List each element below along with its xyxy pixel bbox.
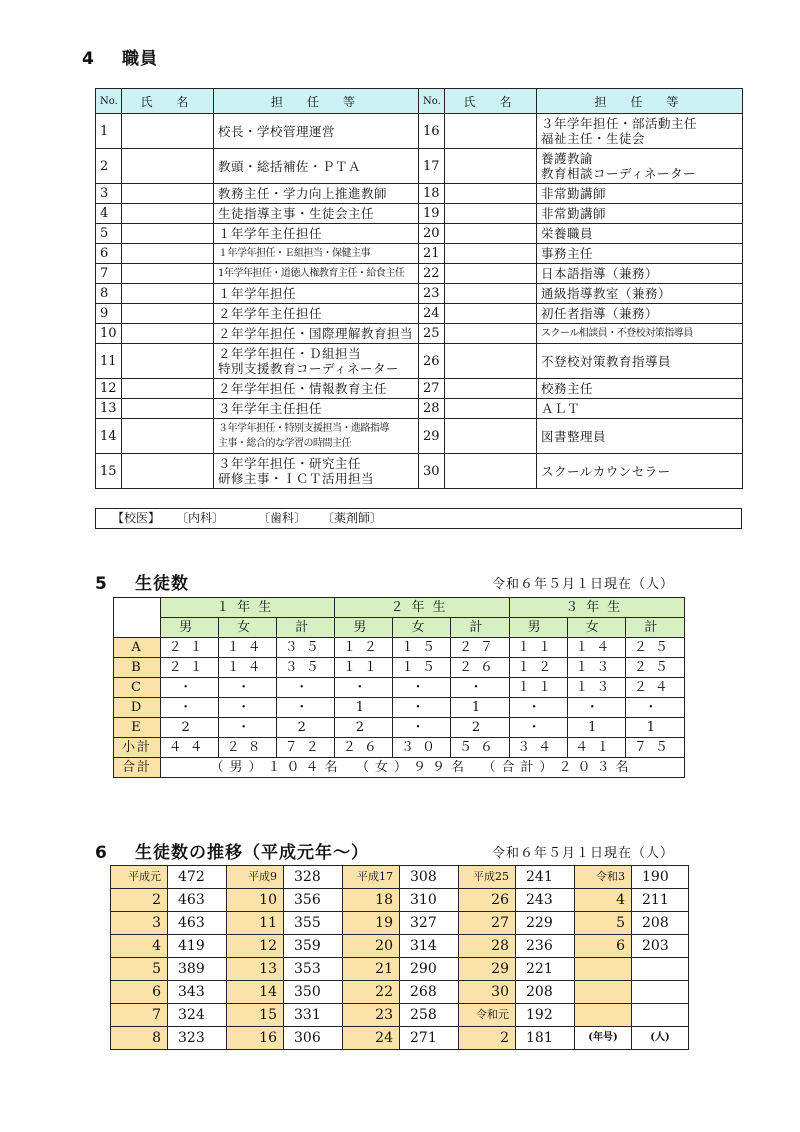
count-cell: 355 — [284, 912, 343, 935]
era-footnote: (年号) — [575, 1027, 632, 1050]
staff-duty: 校長・学校管理運営 — [214, 114, 419, 149]
count-cell: 236 — [516, 935, 575, 958]
staff-duty: 養護教諭 教育相談コーディネーター — [537, 149, 743, 184]
staff-no: 3 — [96, 184, 122, 204]
count-cell: ・ — [393, 718, 451, 738]
count-cell: ・ — [219, 698, 277, 718]
count-cell: 241 — [516, 866, 575, 889]
count-cell: 389 — [168, 958, 227, 981]
count-cell: 353 — [284, 958, 343, 981]
staff-duty: ＡＬＴ — [537, 399, 743, 419]
staff-duty: 不登校対策教育指導員 — [537, 344, 743, 379]
staff-name — [122, 264, 214, 284]
staff-no: 19 — [419, 204, 445, 224]
staff-name — [122, 224, 214, 244]
era-cell: 平成元 — [111, 866, 168, 889]
count-cell: ２１ — [161, 638, 219, 658]
count-cell: 229 — [516, 912, 575, 935]
class-row — [114, 718, 685, 738]
era-cell: 2 — [459, 1027, 516, 1050]
count-cell: ２４ — [625, 678, 684, 698]
staff-no: 9 — [96, 304, 122, 324]
staff-row — [96, 224, 743, 244]
staff-name — [445, 284, 537, 304]
era-cell: 7 — [111, 1004, 168, 1027]
count-cell: 1 — [625, 718, 684, 738]
count-cell: ・ — [161, 678, 219, 698]
count-cell: 350 — [284, 981, 343, 1004]
staff-duty: 1年学年担任・道徳人権教育主任・給食主任 — [214, 264, 419, 284]
staff-row — [96, 284, 743, 304]
count-cell — [632, 958, 689, 981]
gender-header: 男 — [335, 618, 393, 638]
count-cell: 2 — [161, 718, 219, 738]
era-cell: 27 — [459, 912, 516, 935]
header-duty: 担 任 等 — [537, 89, 743, 114]
staff-name — [122, 284, 214, 304]
school-doctor-row: 【校医】 〔内科〕 〔歯科〕 〔薬剤師〕 — [95, 508, 742, 529]
count-cell: ・ — [567, 698, 625, 718]
count-cell: １４ — [219, 638, 277, 658]
staff-duty: 生徒指導主事・生徒会主任 — [214, 204, 419, 224]
staff-name — [122, 184, 214, 204]
count-cell: 472 — [168, 866, 227, 889]
staff-row — [96, 344, 743, 379]
staff-duty: 日本語指導（兼務） — [537, 264, 743, 284]
staff-no: 14 — [96, 419, 122, 454]
staff-name — [445, 324, 537, 344]
staff-name — [122, 344, 214, 379]
gender-header-row — [114, 618, 685, 638]
section-6-title: 6 生徒数の推移（平成元年〜） — [95, 843, 369, 863]
count-cell: 306 — [284, 1027, 343, 1050]
staff-duty: 非常勤講師 — [537, 204, 743, 224]
count-cell: 359 — [284, 935, 343, 958]
count-cell: 181 — [516, 1027, 575, 1050]
staff-row — [96, 204, 743, 224]
era-cell: 29 — [459, 958, 516, 981]
grade-header-row — [114, 598, 685, 618]
student-count-table — [113, 597, 685, 778]
count-cell: ２８ — [219, 738, 277, 758]
staff-name — [445, 184, 537, 204]
count-cell: １２ — [335, 638, 393, 658]
count-cell: ・ — [335, 678, 393, 698]
era-cell — [575, 958, 632, 981]
count-cell: 211 — [632, 889, 689, 912]
trend-row — [111, 889, 689, 912]
count-cell: １４ — [219, 658, 277, 678]
staff-name — [122, 324, 214, 344]
era-cell: 3 — [111, 912, 168, 935]
count-cell — [632, 1004, 689, 1027]
era-cell: 4 — [111, 935, 168, 958]
era-cell — [575, 1004, 632, 1027]
count-cell: 190 — [632, 866, 689, 889]
staff-name — [445, 204, 537, 224]
staff-no: 11 — [96, 344, 122, 379]
staff-row — [96, 184, 743, 204]
staff-name — [445, 454, 537, 489]
gender-header: 女 — [393, 618, 451, 638]
count-cell: １３ — [567, 678, 625, 698]
count-cell: 258 — [400, 1004, 459, 1027]
staff-duty: ３年学年担任・研究主任 研修主事・ＩＣＴ活用担当 — [214, 454, 419, 489]
count-cell: 314 — [400, 935, 459, 958]
class-row — [114, 638, 685, 658]
grade-3-header: ３年生 — [509, 598, 684, 618]
grade-2-header: ２年生 — [335, 598, 509, 618]
staff-row — [96, 379, 743, 399]
staff-name — [122, 454, 214, 489]
staff-duty: 教務主任・学力向上推進教師 — [214, 184, 419, 204]
era-cell: 12 — [227, 935, 284, 958]
staff-name — [445, 244, 537, 264]
count-cell: 310 — [400, 889, 459, 912]
trend-row — [111, 866, 689, 889]
count-cell: 203 — [632, 935, 689, 958]
staff-row — [96, 399, 743, 419]
count-cell: ・ — [509, 718, 567, 738]
count-cell: ２５ — [625, 638, 684, 658]
header-name: 氏 名 — [122, 89, 214, 114]
era-cell: 14 — [227, 981, 284, 1004]
staff-no: 29 — [419, 419, 445, 454]
staff-duty: １年学年主任担任 — [214, 224, 419, 244]
count-cell: ・ — [161, 698, 219, 718]
era-cell: 23 — [343, 1004, 400, 1027]
era-cell: 24 — [343, 1027, 400, 1050]
staff-no: 17 — [419, 149, 445, 184]
count-cell: 208 — [516, 981, 575, 1004]
staff-row — [96, 454, 743, 489]
staff-row — [96, 419, 743, 454]
count-cell: 2 — [277, 718, 335, 738]
header-no: No. — [419, 89, 445, 114]
staff-no: 4 — [96, 204, 122, 224]
staff-duty: 事務主任 — [537, 244, 743, 264]
staff-duty: １年学年担任 — [214, 284, 419, 304]
staff-no: 28 — [419, 399, 445, 419]
count-cell: 192 — [516, 1004, 575, 1027]
count-cell: ５６ — [451, 738, 509, 758]
staff-row — [96, 114, 743, 149]
staff-duty: 初任者指導（兼務） — [537, 304, 743, 324]
count-cell: １１ — [509, 678, 567, 698]
era-cell: 15 — [227, 1004, 284, 1027]
staff-no: 30 — [419, 454, 445, 489]
staff-name — [122, 419, 214, 454]
staff-name — [122, 244, 214, 264]
class-label: C — [114, 678, 161, 698]
count-cell: 1 — [335, 698, 393, 718]
count-cell: 2 — [451, 718, 509, 738]
staff-name — [445, 304, 537, 324]
header-no: No. — [96, 89, 122, 114]
section-6-date: 令和６年５月１日現在（人） — [492, 846, 675, 861]
count-cell: ・ — [625, 698, 684, 718]
count-cell: 463 — [168, 912, 227, 935]
staff-no: 21 — [419, 244, 445, 264]
staff-duty: 教頭・総括補佐・ＰＴＡ — [214, 149, 419, 184]
staff-duty: 通級指導教室（兼務） — [537, 284, 743, 304]
class-label: E — [114, 718, 161, 738]
count-cell: ３４ — [509, 738, 567, 758]
count-cell: 2 — [335, 718, 393, 738]
count-cell: ７５ — [625, 738, 684, 758]
gender-header: 女 — [567, 618, 625, 638]
class-row — [114, 678, 685, 698]
era-cell: 6 — [575, 935, 632, 958]
staff-duty: スクール相談員・不登校対策指導員 — [537, 324, 743, 344]
staff-row — [96, 304, 743, 324]
total-text: （男）１０４名 （女）９９名 （合計）２０３名 — [161, 758, 685, 778]
count-cell: 327 — [400, 912, 459, 935]
count-cell: 208 — [632, 912, 689, 935]
era-cell: 22 — [343, 981, 400, 1004]
count-cell: 419 — [168, 935, 227, 958]
era-cell: 21 — [343, 958, 400, 981]
era-cell: 19 — [343, 912, 400, 935]
staff-no: 1 — [96, 114, 122, 149]
staff-no: 13 — [96, 399, 122, 419]
count-cell: ２６ — [335, 738, 393, 758]
count-cell: 271 — [400, 1027, 459, 1050]
staff-row — [96, 149, 743, 184]
staff-duty: 栄養職員 — [537, 224, 743, 244]
trend-row — [111, 958, 689, 981]
class-label: 小計 — [114, 738, 161, 758]
count-cell: １２ — [509, 658, 567, 678]
staff-duty: スクールカウンセラー — [537, 454, 743, 489]
era-cell: 10 — [227, 889, 284, 912]
count-cell: ２１ — [161, 658, 219, 678]
trend-row — [111, 1027, 689, 1050]
staff-duty: ３年学年主任担任 — [214, 399, 419, 419]
staff-duty: ２年学年担任・Ｄ組担当 特別支援教育コーディネーター — [214, 344, 419, 379]
class-label: A — [114, 638, 161, 658]
staff-no: 8 — [96, 284, 122, 304]
era-cell: 16 — [227, 1027, 284, 1050]
student-trend-table — [110, 865, 689, 1050]
era-cell: 30 — [459, 981, 516, 1004]
era-cell: 5 — [575, 912, 632, 935]
era-cell: 11 — [227, 912, 284, 935]
count-cell: １５ — [393, 638, 451, 658]
staff-row — [96, 264, 743, 284]
gender-header: 男 — [509, 618, 567, 638]
class-label: B — [114, 658, 161, 678]
era-cell: 令和3 — [575, 866, 632, 889]
staff-no: 24 — [419, 304, 445, 324]
staff-name — [445, 399, 537, 419]
staff-duty: ２年学年主任担任 — [214, 304, 419, 324]
count-cell: 221 — [516, 958, 575, 981]
staff-duty: ３年学年担任・特別支援担当・進路指導 主事・総合的な学習の時間主任 — [214, 419, 419, 454]
staff-row — [96, 244, 743, 264]
section-5-date: 令和６年５月１日現在（人） — [492, 577, 675, 592]
staff-name — [445, 379, 537, 399]
count-cell: ４４ — [161, 738, 219, 758]
staff-duty: ２年学年担任・情報教育主任 — [214, 379, 419, 399]
header-duty: 担 任 等 — [214, 89, 419, 114]
era-cell: 20 — [343, 935, 400, 958]
staff-no: 27 — [419, 379, 445, 399]
staff-table — [95, 88, 743, 489]
staff-name — [445, 264, 537, 284]
staff-no: 12 — [96, 379, 122, 399]
staff-name — [122, 204, 214, 224]
staff-name — [122, 149, 214, 184]
class-row — [114, 738, 685, 758]
gender-header: 計 — [625, 618, 684, 638]
trend-row — [111, 1004, 689, 1027]
staff-name — [122, 114, 214, 149]
count-cell: 324 — [168, 1004, 227, 1027]
section-5-title: 5 生徒数 — [95, 574, 189, 594]
staff-name — [122, 379, 214, 399]
count-cell: 331 — [284, 1004, 343, 1027]
era-cell: 令和元 — [459, 1004, 516, 1027]
count-cell: ・ — [451, 678, 509, 698]
staff-no: 15 — [96, 454, 122, 489]
count-cell: ・ — [277, 698, 335, 718]
staff-no: 10 — [96, 324, 122, 344]
total-label: 合計 — [114, 758, 161, 778]
staff-no: 18 — [419, 184, 445, 204]
staff-no: 16 — [419, 114, 445, 149]
staff-duty: 非常勤講師 — [537, 184, 743, 204]
staff-name — [445, 419, 537, 454]
staff-name — [122, 304, 214, 324]
count-cell: １１ — [335, 658, 393, 678]
era-cell: 平成9 — [227, 866, 284, 889]
count-cell: 290 — [400, 958, 459, 981]
unit-footnote: (人) — [632, 1027, 689, 1050]
count-cell: ２６ — [451, 658, 509, 678]
count-cell: ・ — [219, 678, 277, 698]
corner-cell — [114, 598, 161, 638]
era-cell: 2 — [111, 889, 168, 912]
staff-duty: １年学年担任・Ｅ組担当・保健主事 — [214, 244, 419, 264]
staff-no: 7 — [96, 264, 122, 284]
staff-header-row — [96, 89, 743, 114]
gender-header: 計 — [451, 618, 509, 638]
count-cell: 463 — [168, 889, 227, 912]
era-cell: 28 — [459, 935, 516, 958]
era-cell: 8 — [111, 1027, 168, 1050]
staff-row — [96, 324, 743, 344]
era-cell: 26 — [459, 889, 516, 912]
count-cell: ・ — [393, 698, 451, 718]
count-cell: ・ — [393, 678, 451, 698]
count-cell: 343 — [168, 981, 227, 1004]
staff-no: 6 — [96, 244, 122, 264]
staff-duty: 図書整理員 — [537, 419, 743, 454]
era-cell: 4 — [575, 889, 632, 912]
trend-row — [111, 981, 689, 1004]
count-cell: ２５ — [625, 658, 684, 678]
staff-name — [445, 114, 537, 149]
count-cell: ３０ — [393, 738, 451, 758]
count-cell: ・ — [219, 718, 277, 738]
era-cell: 13 — [227, 958, 284, 981]
count-cell: ２７ — [451, 638, 509, 658]
staff-no: 23 — [419, 284, 445, 304]
era-cell: 平成17 — [343, 866, 400, 889]
trend-row — [111, 935, 689, 958]
era-cell: 6 — [111, 981, 168, 1004]
header-name: 氏 名 — [445, 89, 537, 114]
gender-header: 女 — [219, 618, 277, 638]
count-cell: 356 — [284, 889, 343, 912]
count-cell: １４ — [567, 638, 625, 658]
count-cell: １３ — [567, 658, 625, 678]
era-cell: 5 — [111, 958, 168, 981]
count-cell: ７２ — [277, 738, 335, 758]
class-label: D — [114, 698, 161, 718]
staff-no: 25 — [419, 324, 445, 344]
count-cell: １１ — [509, 638, 567, 658]
count-cell: 323 — [168, 1027, 227, 1050]
grade-1-header: １年生 — [161, 598, 335, 618]
trend-row — [111, 912, 689, 935]
staff-name — [445, 344, 537, 379]
count-cell: 243 — [516, 889, 575, 912]
era-cell — [575, 981, 632, 1004]
staff-no: 2 — [96, 149, 122, 184]
staff-duty: ３年学年担任・部活動主任 福祉主任・生徒会 — [537, 114, 743, 149]
staff-duty: ２年学年担任・国際理解教育担当 — [214, 324, 419, 344]
era-cell: 18 — [343, 889, 400, 912]
count-cell: 1 — [451, 698, 509, 718]
count-cell: 268 — [400, 981, 459, 1004]
count-cell: 1 — [567, 718, 625, 738]
staff-no: 20 — [419, 224, 445, 244]
count-cell: ４１ — [567, 738, 625, 758]
staff-name — [122, 399, 214, 419]
gender-header: 男 — [161, 618, 219, 638]
count-cell: 328 — [284, 866, 343, 889]
staff-name — [445, 149, 537, 184]
era-cell: 平成25 — [459, 866, 516, 889]
staff-no: 26 — [419, 344, 445, 379]
count-cell: 308 — [400, 866, 459, 889]
gender-header: 計 — [277, 618, 335, 638]
total-row — [114, 758, 685, 778]
staff-no: 22 — [419, 264, 445, 284]
class-row — [114, 698, 685, 718]
count-cell: ・ — [277, 678, 335, 698]
section-4-title: 4 職員 — [82, 49, 158, 69]
staff-no: 5 — [96, 224, 122, 244]
class-row — [114, 658, 685, 678]
count-cell: １５ — [393, 658, 451, 678]
staff-name — [445, 224, 537, 244]
count-cell — [632, 981, 689, 1004]
count-cell: ・ — [509, 698, 567, 718]
staff-duty: 校務主任 — [537, 379, 743, 399]
count-cell: ３５ — [277, 638, 335, 658]
count-cell: ３５ — [277, 658, 335, 678]
